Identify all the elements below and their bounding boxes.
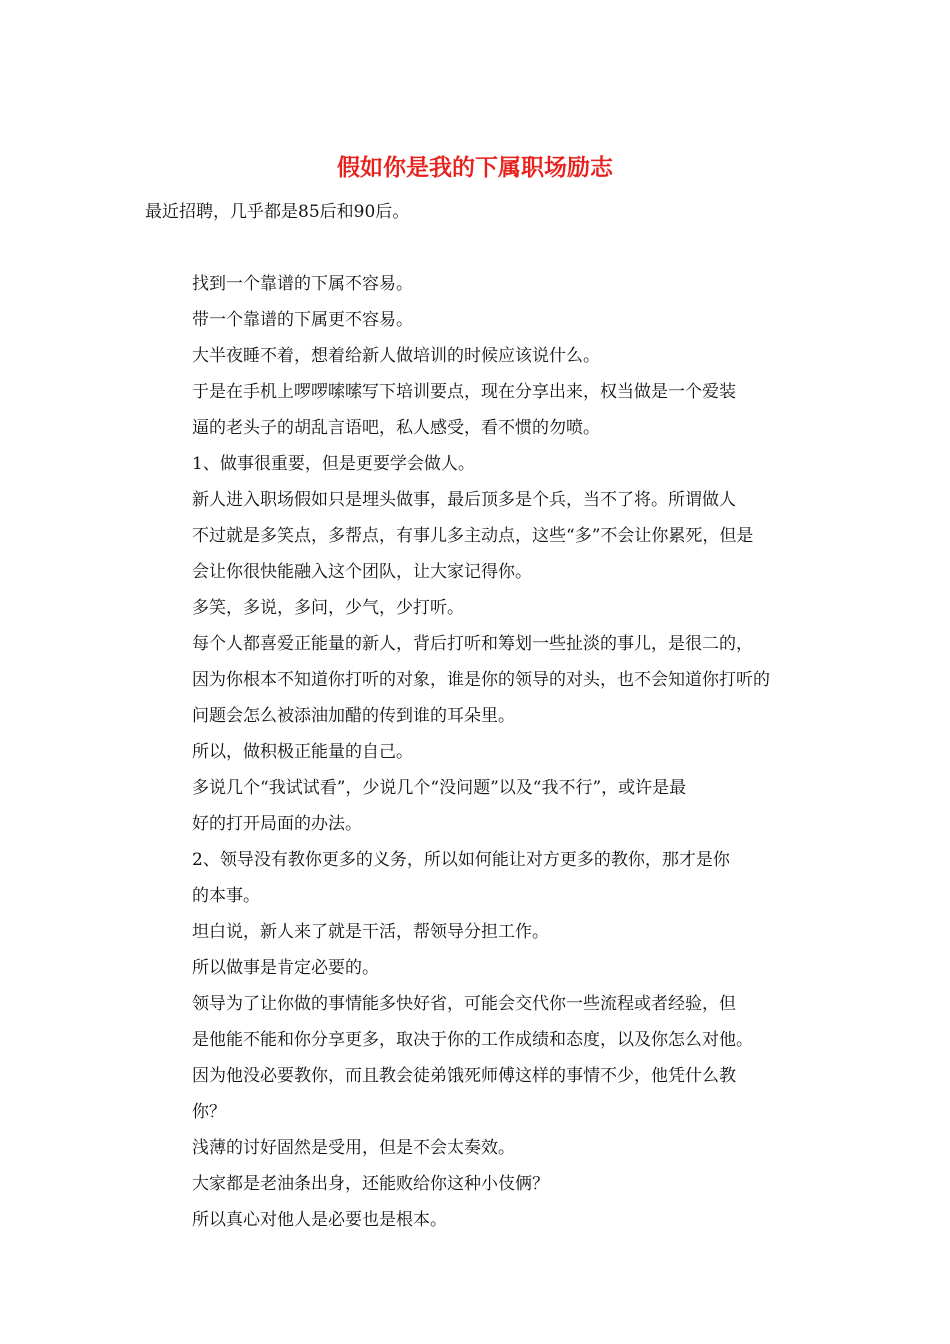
paragraph: 带一个靠谱的下属更不容易。	[192, 310, 413, 330]
section-heading-2: 2、领导没有教你更多的义务，所以如何能让对方更多的教你，那才是你 的本事。	[192, 850, 730, 906]
paragraph: 坦白说，新人来了就是干活，帮领导分担工作。	[192, 922, 549, 942]
paragraph: 新人进入职场假如只是埋头做事，最后顶多是个兵，当不了将。所谓做人 不过就是多笑点，多帮点，有事儿多主动点，这些“多”不会让你累死，但是 会让你很快能融入这个团队，让大家记得你。	[192, 490, 754, 582]
paragraph: 所以做事是肯定必要的。	[192, 958, 379, 978]
intro-paragraph: 最近招聘，几乎都是85后和90后。	[145, 202, 410, 222]
paragraph: 每个人都喜爱正能量的新人，背后打听和筹划一些扯淡的事儿，是很二的， 因为你根本不知道你打听的对象，谁是你的领导的对头，也不会知道你打听的 问题会怎么被添油加醋的传到谁的耳朵里。	[192, 634, 770, 726]
document-body	[145, 194, 813, 1238]
paragraph: 因为他没必要教你，而且教会徒弟饿死师傅这样的事情不少，他凭什么教 你？	[192, 1066, 736, 1122]
paragraph: 于是在手机上啰啰嗦嗦写下培训要点，现在分享出来，权当做是一个爱装 逼的老头子的胡乱言语吧，私人感受，看不惯的勿喷。	[192, 382, 736, 438]
paragraph: 找到一个靠谱的下属不容易。	[192, 274, 413, 294]
paragraph: 大家都是老油条出身，还能败给你这种小伎俩？	[192, 1174, 549, 1194]
paragraph: 大半夜睡不着，想着给新人做培训的时候应该说什么。	[192, 346, 600, 366]
paragraph: 浅薄的讨好固然是受用，但是不会太奏效。	[192, 1138, 515, 1158]
blank-line	[145, 230, 813, 266]
document-title: 假如你是我的下属职场励志	[337, 154, 613, 181]
paragraph: 所以真心对他人是必要也是根本。	[192, 1210, 447, 1230]
paragraph: 领导为了让你做的事情能多快好省，可能会交代你一些流程或者经验，但 是他能不能和你分享更多，取决于你的工作成绩和态度，以及你怎么对他。	[192, 994, 753, 1050]
paragraph: 多说几个“我试试看”，少说几个“没问题”以及“我不行”，或许是最 好的打开局面的办法。	[192, 778, 687, 834]
section-heading-1: 1、做事很重要，但是更要学会做人。	[192, 454, 475, 474]
paragraph: 多笑，多说，多问，少气，少打听。	[192, 598, 464, 618]
paragraph: 所以，做积极正能量的自己。	[192, 742, 413, 762]
